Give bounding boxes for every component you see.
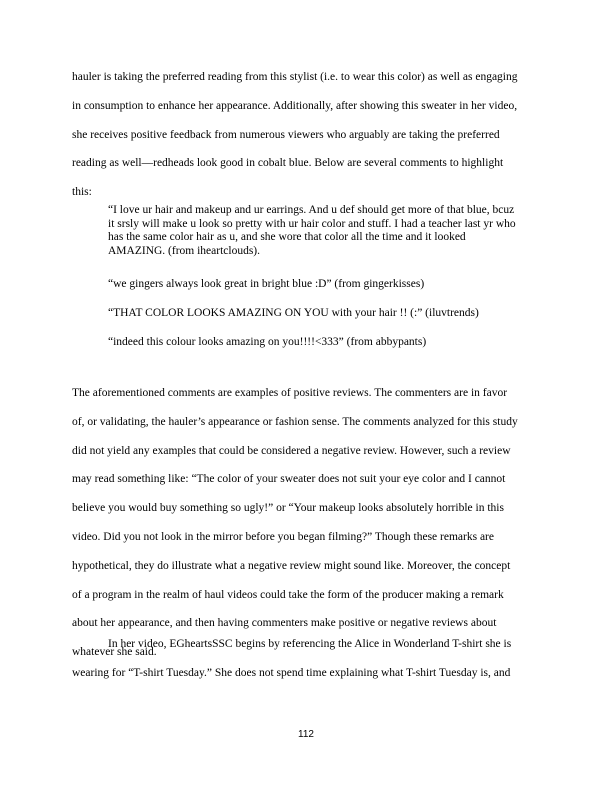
- quote-line: “THAT COLOR LOOKS AMAZING ON YOU with your hair !! (:” (iluvtrends): [108, 307, 479, 319]
- text-line: about her appearance, and then having commenters make positive or negative reviews about: [72, 617, 497, 630]
- quote-line: “indeed this colour looks amazing on you!!!!<333” (from abbypants): [108, 336, 427, 348]
- quote-line: has the same color hair as u, and she wore that color all the time and it looked: [108, 231, 466, 244]
- block-quote-abbypants: [108, 336, 540, 350]
- block-quote-iluvtrends: [108, 307, 540, 321]
- text-line: reading as well—redheads look good in cobalt blue. Below are several comments to highlight: [72, 157, 504, 170]
- text-line: hauler is taking the preferred reading from this stylist (i.e. to wear this color) as well as engaging: [72, 71, 518, 83]
- text-line: may read something like: “The color of your sweater does not suit your eye color and I cannot: [72, 473, 506, 486]
- block-quote-gingerkisses: [108, 278, 540, 292]
- quote-line: it srsly will make u look so pretty with ur hair color and stuff. I had a teacher last yr who: [108, 217, 516, 230]
- quote-line: “I love ur hair and makeup and ur earrings. And u def should get more of that blue, bcuz: [108, 204, 515, 216]
- text-line: of a program in the realm of haul videos could take the form of the producer making a remark: [72, 588, 504, 601]
- quote-line: “we gingers always look great in bright blue :D” (from gingerkisses): [108, 278, 425, 290]
- text-line: believe you would buy something so ugly!” or “Your makeup looks absolutely horrible in this: [72, 502, 504, 515]
- block-quote-iheartclouds: [108, 204, 540, 258]
- text-line: of, or validating, the hauler’s appearance or fashion sense. The comments analyzed for this study: [72, 415, 518, 428]
- paragraph-last: [72, 630, 540, 688]
- page-number: 112: [298, 729, 314, 740]
- text-line: did not yield any examples that could be considered a negative review. However, such a review: [72, 444, 511, 457]
- text-line: this:: [72, 186, 92, 199]
- paragraph-middle: [72, 379, 540, 667]
- paragraph-top: [72, 63, 540, 207]
- text-line: she receives positive feedback from numerous viewers who arguably are taking the preferred: [72, 128, 500, 141]
- text-line: The aforementioned comments are examples of positive reviews. The commenters are in favor: [72, 387, 508, 399]
- quote-line: AMAZING. (from iheartclouds).: [108, 244, 261, 257]
- text-line: video. Did you not look in the mirror before you began filming?” Though these remarks are: [72, 530, 494, 543]
- text-line: in consumption to enhance her appearance. Additionally, after showing this sweater in her video,: [72, 99, 518, 112]
- text-line: wearing for “T-shirt Tuesday.” She does not spend time explaining what T-shirt Tuesday is, and: [72, 666, 511, 679]
- text-line: whatever she said.: [72, 646, 157, 659]
- text-line: In her video, EGheartsSSC begins by referencing the Alice in Wonderland T-shirt she is: [108, 638, 512, 650]
- text-line: hypothetical, they do illustrate what a negative review might sound like. Moreover, the concept: [72, 559, 511, 572]
